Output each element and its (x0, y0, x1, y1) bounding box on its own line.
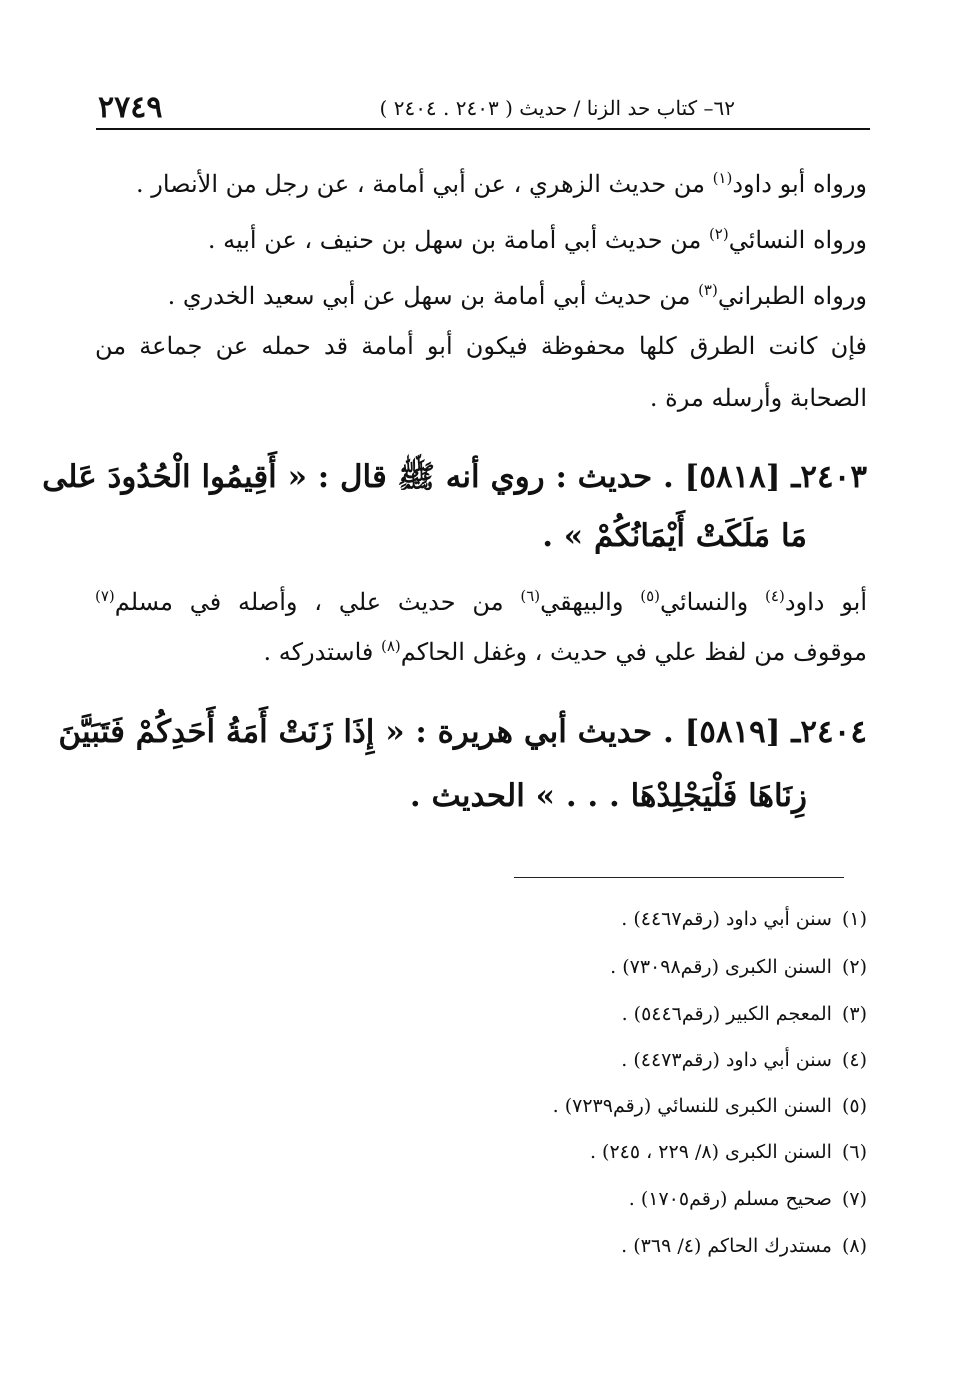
footnote-ref: (٢) (708, 225, 729, 243)
footnote-item (447, 908, 867, 930)
page-header (98, 86, 870, 126)
footnote-number: (٦) (841, 1141, 867, 1163)
footnote-ref: (٧) (95, 587, 115, 605)
footnote-ref: (٤) (765, 587, 785, 605)
hadith-heading-line: ٢٤٠٤ـ [٥٨١٩] . حديث أبي هريرة : « إِذَا زَنَتْ أَمَةُ أَحَدِكُمْ فَتَبَيَّنَ (58, 714, 867, 750)
page-number: ٢٧٤٩ (98, 90, 163, 125)
commentary-text: فاستدركه . (263, 638, 381, 666)
header-divider (96, 128, 870, 130)
footnote-ref: (٨) (381, 637, 401, 655)
commentary-2403 (95, 588, 867, 698)
paragraph-text: من حديث أبي أمامة بن سهل بن حنيف ، عن أبيه . (207, 226, 709, 254)
paragraph-text: ورواه أبو داود (732, 170, 867, 198)
commentary-text: والنسائي (660, 588, 766, 616)
footnote-text: سنن أبي داود (رقم٤٤٧٣) . (621, 1049, 832, 1071)
footnote-number: (٨) (841, 1235, 867, 1257)
hadith-heading-line: زِنَاهَا فَلْيَجْلِدْهَا . . . » الحديث . (409, 778, 807, 814)
footnote-ref: (١) (712, 169, 733, 187)
footnote-item (447, 1049, 867, 1071)
paragraph-line (95, 282, 867, 310)
footnote-text: السنن الكبرى للنسائي (رقم٧٢٣٩) . (552, 1095, 832, 1117)
hadith-heading-line: ٢٤٠٣ـ [٥٨١٨] . حديث : روي أنه ﷺ قال : « أَقِيمُوا الْحُدُودَ عَلى (42, 459, 867, 495)
footnote-ref: (٣) (698, 281, 718, 299)
footnote-number: (٤) (841, 1049, 867, 1071)
paragraph-text: من حديث الزهري ، عن أبي أمامة ، عن رجل من الأنصار . (135, 170, 713, 198)
footnote-item (447, 956, 867, 978)
footnote-number: (٥) (841, 1095, 867, 1117)
footnote-ref: (٥) (640, 587, 660, 605)
hadith-2403 (42, 458, 867, 568)
paragraph-text: ورواه النسائي (728, 226, 867, 254)
paragraph-text: ورواه الطبراني (717, 282, 867, 310)
footnote-item (447, 1141, 867, 1163)
footnote-text: السنن الكبرى (رقم٧٣٠٩٨) . (610, 956, 832, 978)
commentary-text: موقوف من لفظ علي في حديث ، وغفل الحاكم (400, 638, 867, 666)
hadith-heading-line: مَا مَلَكَتْ أَيْمَانُكُمْ » . (542, 518, 807, 554)
footnote-ref: (٦) (520, 587, 541, 605)
commentary-text: أبو داود (784, 588, 867, 616)
footnote-text: المعجم الكبير (رقم٥٤٤٦) . (621, 1003, 832, 1025)
footnote-text: صحيح مسلم (رقم١٧٠٥) . (628, 1188, 832, 1210)
footnote-item (447, 1188, 867, 1210)
footnote-number: (١) (841, 908, 867, 930)
commentary-text: من حديث علي ، وأصله في مسلم (114, 588, 521, 616)
footnote-number: (٣) (841, 1003, 867, 1025)
paragraph-text: من حديث أبي أمامة بن سهل عن أبي سعيد الخدري . (167, 282, 699, 310)
paragraph-line (95, 226, 867, 254)
footnote-divider (514, 877, 844, 878)
footnote-item (447, 1235, 867, 1257)
paragraph-line: الصحابة وأرسله مرة . (649, 384, 867, 412)
footnote-item (447, 1095, 867, 1117)
footnote-item (447, 1003, 867, 1025)
commentary-line (95, 638, 867, 666)
footnote-text: السنن الكبرى (٨/ ٢٢٩ ، ٢٤٥) . (589, 1141, 832, 1163)
footnote-number: (٢) (841, 956, 867, 978)
footnote-text: مستدرك الحاكم (٤/ ٣٦٩) . (621, 1235, 832, 1257)
paragraph-line (95, 170, 867, 198)
footnote-text: سنن أبي داود (رقم٤٤٦٧) . (621, 908, 832, 930)
footnote-number: (٧) (841, 1188, 867, 1210)
commentary-line (95, 588, 867, 616)
running-title: ٦٢– كتاب حد الزنا / حديث ( ٢٤٠٣ . ٢٤٠٤ ) (379, 96, 735, 120)
commentary-text: والبيهقي (540, 588, 641, 616)
paragraph-line: فإن كانت الطرق كلها محفوظة فيكون أبو أمامة قد حمله عن جماعة من (95, 332, 867, 360)
hadith-2404 (58, 714, 867, 834)
intro-paragraphs (95, 170, 867, 430)
